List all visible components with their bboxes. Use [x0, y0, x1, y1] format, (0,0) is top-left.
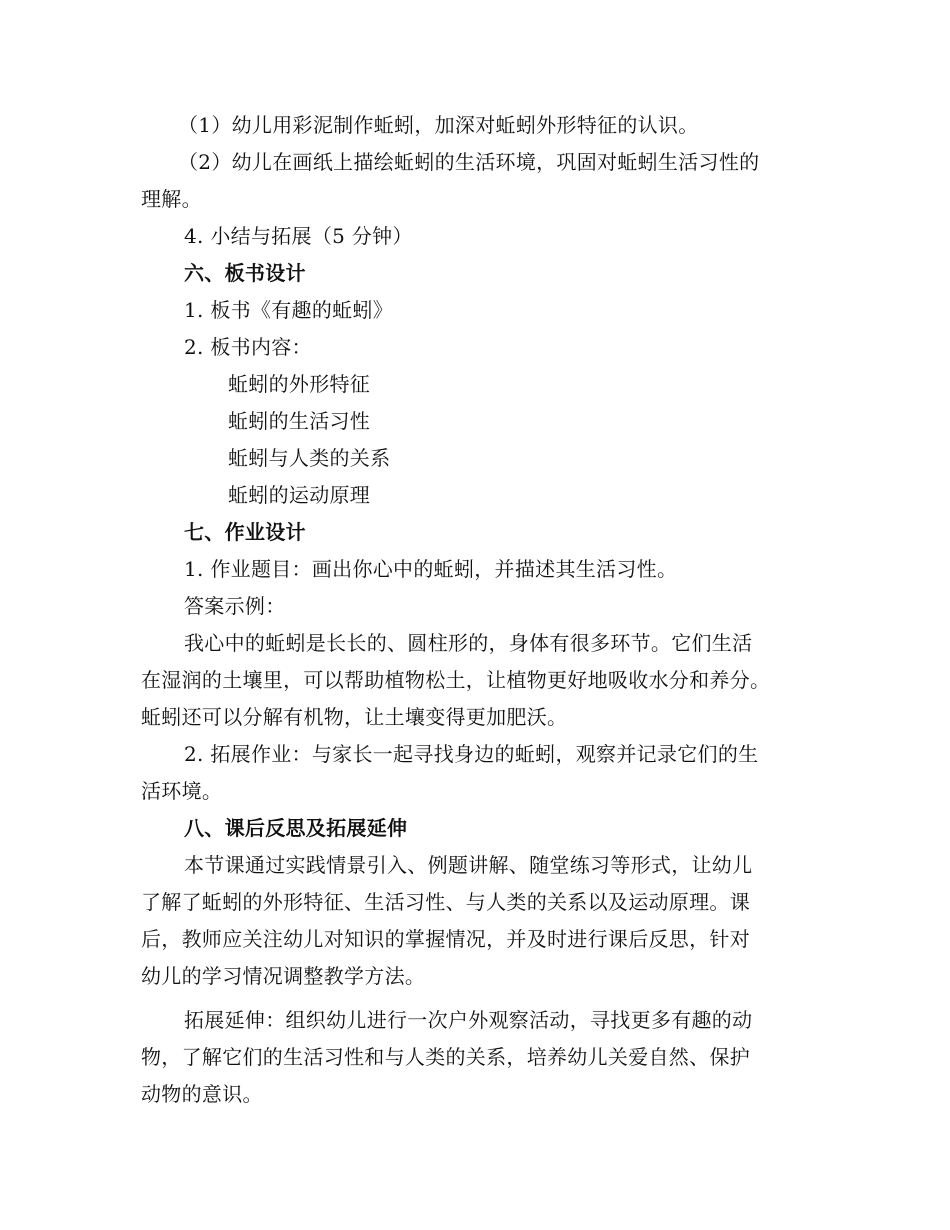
blackboard-point: 蚯蚓与人类的关系 [228, 446, 391, 470]
extension-homework-continued: 活环境。 [141, 779, 223, 803]
activity-item-2-continued: 理解。 [141, 187, 202, 211]
reflection-paragraph-line: 了解了蚯蚓的外形特征、生活习性、与人类的关系以及运动原理。课 [141, 890, 750, 914]
blackboard-point: 蚯蚓的外形特征 [228, 372, 371, 396]
answer-example-label: 答案示例： [184, 594, 286, 618]
answer-paragraph-line: 在湿润的土壤里，可以帮助植物松土，让植物更好地吸收水分和养分。 [141, 668, 771, 692]
section-heading-homework: 七、作业设计 [184, 520, 306, 544]
reflection-paragraph-line: 本节课通过实践情景引入、例题讲解、随堂练习等形式，让幼儿 [184, 853, 753, 877]
extension-paragraph-line: 拓展延伸：组织幼儿进行一次户外观察活动，寻找更多有趣的动 [184, 1008, 753, 1032]
reflection-paragraph-line: 后，教师应关注幼儿对知识的掌握情况，并及时进行课后反思，针对 [141, 927, 750, 951]
blackboard-title: 1. 板书《有趣的蚯蚓》 [184, 298, 394, 322]
step-summary: 4. 小结与拓展（5 分钟） [184, 224, 413, 248]
extension-paragraph-line: 物，了解它们的生活习性和与人类的关系，培养幼儿关爱自然、保护 [141, 1045, 750, 1069]
answer-paragraph-line: 我心中的蚯蚓是长长的、圆柱形的，身体有很多环节。它们生活 [184, 631, 753, 655]
blackboard-point: 蚯蚓的运动原理 [228, 483, 371, 507]
extension-paragraph-line: 动物的意识。 [141, 1082, 263, 1106]
homework-question: 1. 作业题目：画出你心中的蚯蚓，并描述其生活习性。 [184, 557, 678, 581]
blackboard-point: 蚯蚓的生活习性 [228, 409, 371, 433]
answer-paragraph-line: 蚯蚓还可以分解有机物，让土壤变得更加肥沃。 [141, 705, 568, 729]
activity-item-1: （1）幼儿用彩泥制作蚯蚓，加深对蚯蚓外形特征的认识。 [178, 113, 699, 137]
section-heading-reflection: 八、课后反思及拓展延伸 [184, 816, 408, 840]
extension-homework: 2. 拓展作业：与家长一起寻找身边的蚯蚓，观察并记录它们的生 [184, 742, 759, 766]
activity-item-2: （2）幼儿在画纸上描绘蚯蚓的生活环境，巩固对蚯蚓生活习性的 [178, 150, 760, 174]
reflection-paragraph-line: 幼儿的学习情况调整教学方法。 [141, 964, 426, 988]
blackboard-content-label: 2. 板书内容： [184, 335, 312, 359]
section-heading-blackboard: 六、板书设计 [184, 261, 306, 285]
